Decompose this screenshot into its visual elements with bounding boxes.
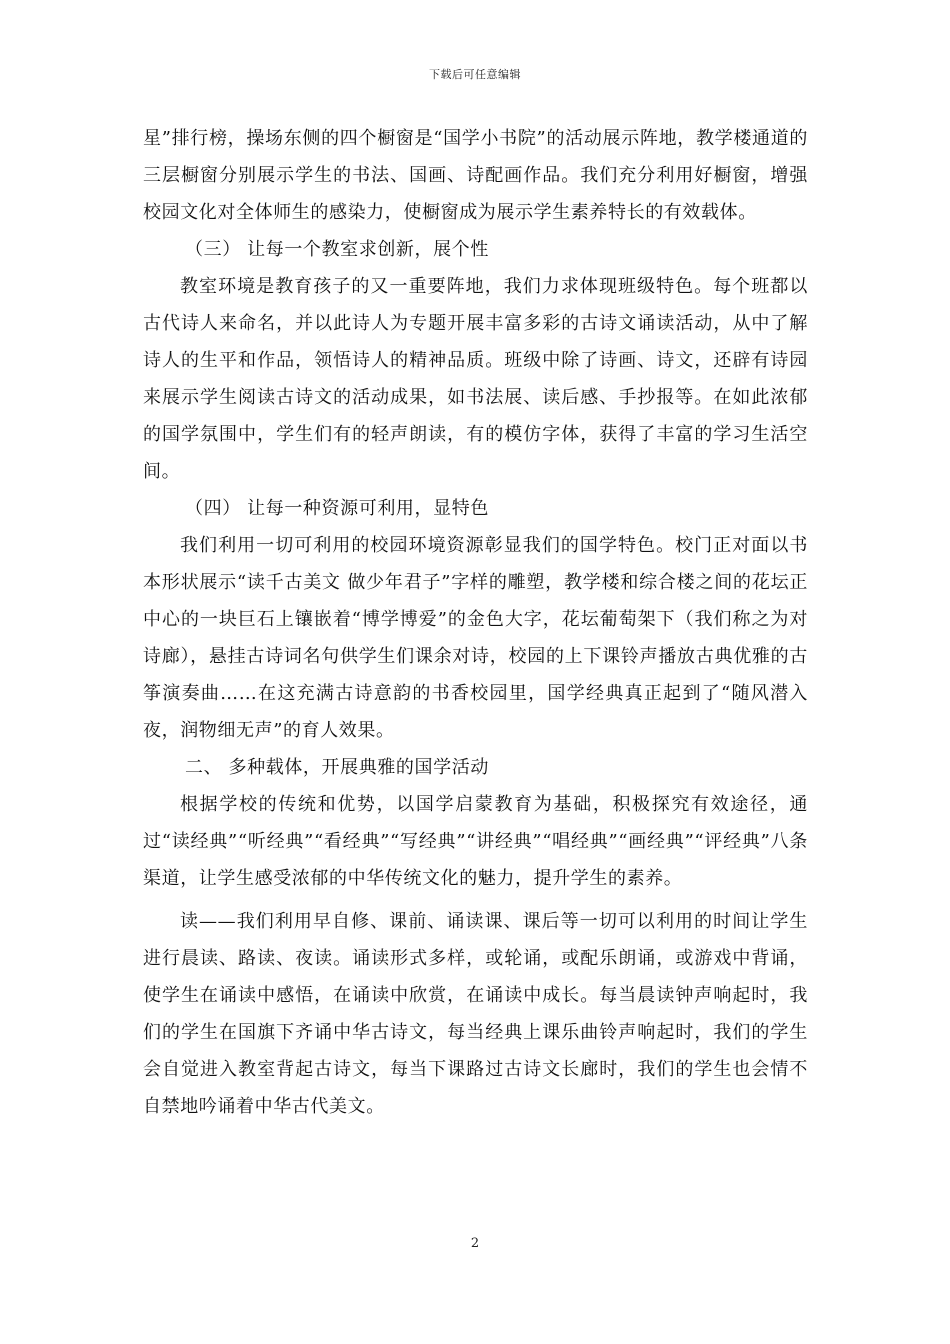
- section-heading-4: （四） 让每一种资源可利用，显特色: [185, 498, 489, 519]
- paragraph-3: 我们利用一切可利用的校园环境资源彰显我们的国学特色。校门正对面以书本形状展示“读千古美文 做少年君子”字样的雕塑，教学楼和综合楼之间的花坛正中心的一块巨石上镶嵌着“博学博爱”的金色大字，花坛葡萄架下（我们称之为对诗廊），悬挂古诗词名句供学生们课余对诗，校园的上下课铃声播放古典优雅的古筝演奏曲……在这充满古诗意韵的书香校园里，国学经典真正起到了“随风潜入夜，润物细无声”的育人效果。: [143, 535, 808, 741]
- section-heading-3: （三） 让每一个教室求创新，展个性: [185, 239, 489, 260]
- header-note: 下载后可任意编辑: [429, 68, 521, 81]
- paragraph-4: 根据学校的传统和优势，以国学启蒙教育为基础，积极探究有效途径，通过“读经典”“听经典”“看经典”“写经典”“讲经典”“唱经典”“画经典”“评经典”八条渠道，让学生感受浓郁的中华传统文化的魅力，提升学生的素养。: [143, 794, 808, 889]
- paragraph-5: 读——我们利用早自修、课前、诵读课、课后等一切可以利用的时间让学生进行晨读、路读、夜读。诵读形式多样，或轮诵，或配乐朗诵，或游戏中背诵，使学生在诵读中感悟，在诵读中欣赏，在诵读中成长。每当晨读钟声响起时，我们的学生在国旗下齐诵中华古诗文，每当经典上课乐曲铃声响起时，我们的学生会自觉进入教室背起古诗文，每当下课路过古诗文长廊时，我们的学生也会情不自禁地吟诵着中华古代美文。: [143, 911, 808, 1117]
- document-body: [143, 120, 808, 1125]
- section-heading-2: 二、 多种载体，开展典雅的国学活动: [185, 757, 489, 778]
- paragraph-2: 教室环境是教育孩子的又一重要阵地，我们力求体现班级特色。每个班都以古代诗人来命名，并以此诗人为专题开展丰富多彩的古诗文诵读活动，从中了解诗人的生平和作品，领悟诗人的精神品质。班级中除了诗画、诗文，还辟有诗园来展示学生阅读古诗文的活动成果，如书法展、读后感、手抄报等。在如此浓郁的国学氛围中，学生们有的轻声朗读，有的模仿字体，获得了丰富的学习生活空间。: [143, 276, 808, 482]
- page-number: 2: [470, 1236, 480, 1251]
- paragraph-1: 星”排行榜，操场东侧的四个橱窗是“国学小书院”的活动展示阵地，教学楼通道的三层橱窗分别展示学生的书法、国画、诗配画作品。我们充分利用好橱窗，增强校园文化对全体师生的感染力，使橱窗成为展示学生素养特长的有效载体。: [143, 128, 808, 223]
